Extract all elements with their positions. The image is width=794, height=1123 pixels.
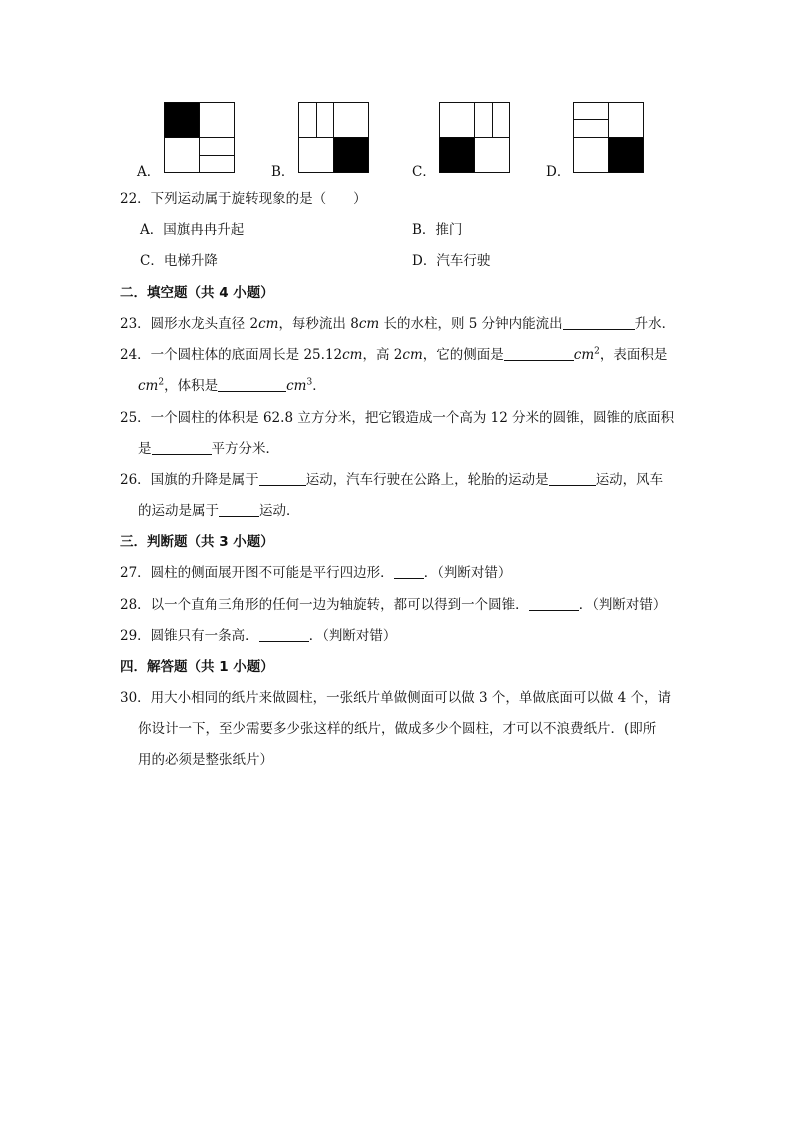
q23-text-3: 长的水柱，则 5 分钟内能流出 [379,316,563,332]
option-d-label: D． [546,164,571,180]
question-22-option-c: C．电梯升降 [140,253,218,269]
q24-text-4: ，表面积是 [599,347,668,363]
option-a-figure [164,102,235,173]
answer-blank[interactable] [152,440,212,455]
answer-blank[interactable] [563,315,635,330]
q24-sup-4: 2 [158,377,165,388]
q28-text-1: 28．以一个直角三角形的任何一边为轴旋转，都可以得到一个圆锥． [120,597,529,613]
answer-blank[interactable] [529,596,579,611]
question-22-option-a: A．国旗冉冉升起 [140,222,245,238]
q24-sup-5: 3 [306,377,313,388]
question-28 [120,593,666,613]
question-29 [120,624,396,644]
option-b-label: B． [271,164,295,180]
question-30-line-3: 用的必须是整张纸片） [138,752,273,768]
option-c-figure [439,102,510,173]
q29-text-2: ．（判断对错） [308,628,397,644]
q24-unit-1: cm [342,347,363,363]
answer-blank[interactable] [394,564,424,579]
option-a-label: A． [137,164,161,180]
q25-text-1: 是 [138,441,152,457]
shaded-cell [165,103,200,138]
q28-text-2: ．（判断对错） [578,597,667,613]
question-23 [120,312,675,332]
q26-text-4: 的运动是属于 [138,503,219,519]
q24-unit-2: cm [402,347,423,363]
section-2-title: 二．填空题（共 4 小题） [120,285,274,301]
answer-blank[interactable] [549,471,596,486]
section-4-title: 四．解答题（共 1 小题） [120,659,274,675]
q24-text-3: ，它的侧面是 [422,347,504,363]
q23-text-2: ，每秒流出 8 [278,316,359,332]
q26-text-5: 运动． [259,503,300,519]
q23-text-1: 23．圆形水龙头直径 2 [120,316,259,332]
q24-unit-5: cm [286,378,307,394]
option-c-label: C． [412,164,436,180]
answer-blank[interactable] [504,346,574,361]
question-30-line-2: 你设计一下，至少需要多少张这样的纸片，做成多少个圆柱，才可以不浪费纸片．(即所 [138,721,657,737]
question-26-line-2 [138,499,300,519]
answer-blank[interactable] [218,377,286,392]
q24-unit-3: cm [573,347,595,363]
q25-text-2: 平方分米． [211,441,279,457]
shaded-cell [440,138,475,173]
q24-text-1: 24．一个圆柱体的底面周长是 25.12 [120,347,343,363]
option-b-figure [298,102,369,173]
question-27 [120,561,511,581]
shaded-cell [334,138,369,173]
answer-blank[interactable] [219,502,259,517]
question-26-line-1 [120,468,663,488]
option-d-figure [573,102,644,173]
question-22-option-d: D．汽车行驶 [412,253,491,269]
q26-text-2: 运动，汽车行驶在公路上，轮胎的运动是 [305,472,549,488]
question-24-line-1 [120,343,667,363]
question-25-line-2 [138,437,279,457]
q27-text-1: 27．圆柱的侧面展开图不可能是平行四边形． [120,565,394,581]
q26-text-3: 运动，风车 [595,472,664,488]
q24-text-5: ，体积是 [164,378,219,394]
answer-blank[interactable] [259,627,309,642]
answer-blank[interactable] [259,471,306,486]
question-24-line-2 [138,374,326,394]
q29-text-1: 29．圆锥只有一条高． [120,628,259,644]
question-22-stem: 22．下列运动属于旋转现象的是（ ） [120,191,367,207]
question-22-option-b: B．推门 [412,222,463,238]
q27-text-2: ．（判断对错） [423,565,512,581]
question-30-line-1: 30．用大小相同的纸片来做圆柱，一张纸片单做侧面可以做 3 个，单做底面可以做 4 个，请 [120,690,672,706]
q23-unit-2: cm [358,316,380,332]
q24-text-2: ，高 2 [362,347,403,363]
q23-unit-1: cm [258,316,279,332]
section-3-title: 三．判断题（共 3 小题） [120,534,274,550]
q24-text-6: ． [312,378,326,394]
q23-text-4: 升水． [634,316,676,332]
question-25-line-1: 25．一个圆柱的体积是 62.8 立方分米，把它锻造成一个高为 12 分米的圆锥，圆锥的底面积 [120,410,675,426]
q26-text-1: 26．国旗的升降是属于 [120,472,259,488]
q24-unit-4: cm [138,378,159,394]
shaded-cell [609,138,644,173]
q24-sup-3: 2 [594,346,600,357]
